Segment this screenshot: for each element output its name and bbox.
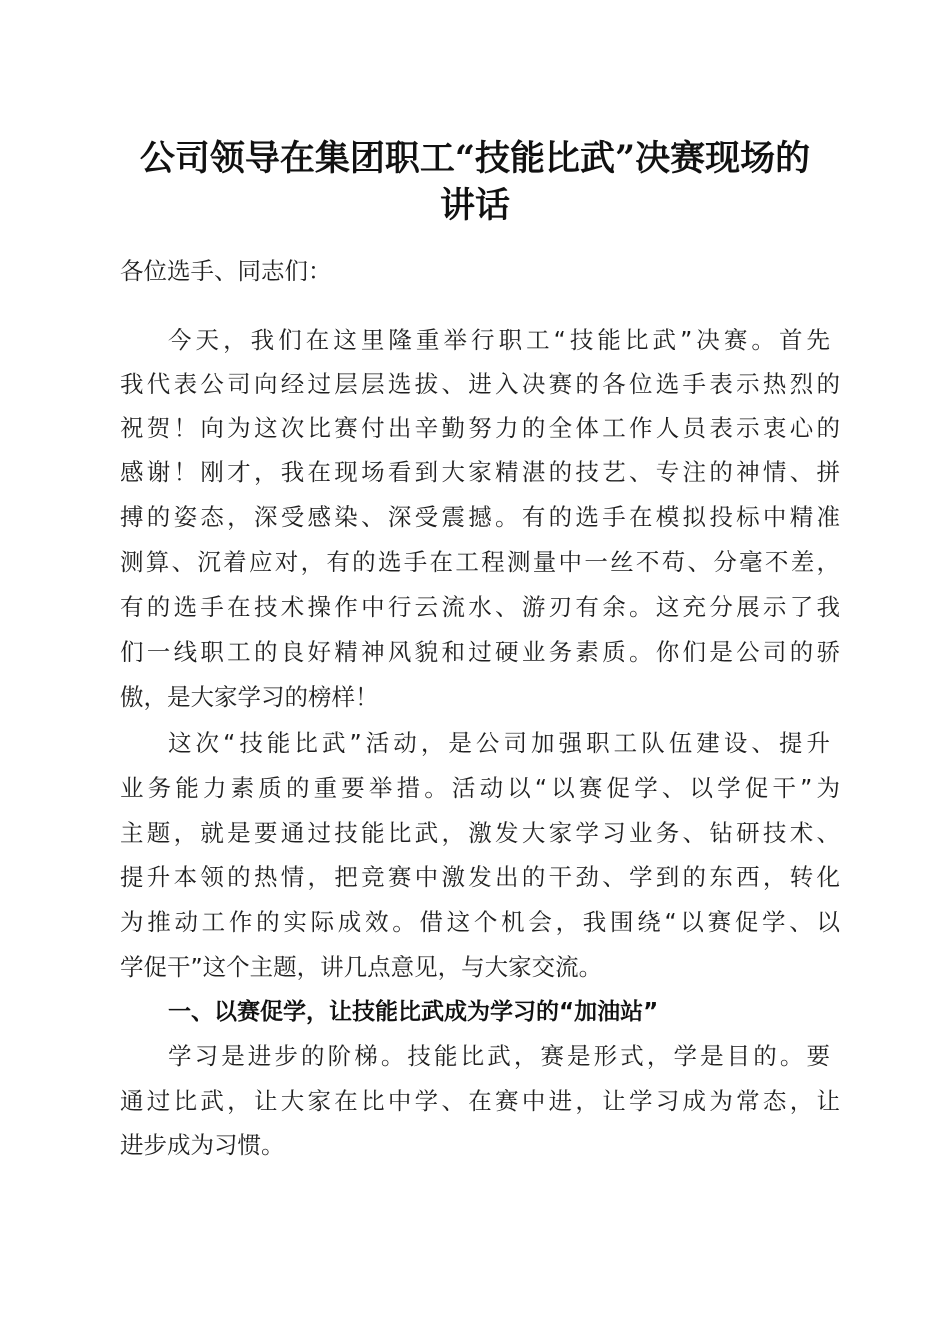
salutation: 各位选手、同志们： — [120, 257, 332, 285]
paragraph-3-line: 学习是进步的阶梯。技能比武，赛是形式，学是目的。要 — [168, 1042, 830, 1070]
paragraph-1-line: 我代表公司向经过层层选拔、进入决赛的各位选手表示热烈的 — [120, 370, 840, 398]
paragraph-2-line: 这次“技能比武”活动，是公司加强职工队伍建设、提升 — [168, 729, 830, 757]
section-heading-1: 一、以赛促学，让技能比武成为学习的“加油站” — [168, 999, 659, 1025]
document-title-line-2: 讲话 — [439, 185, 510, 226]
paragraph-1-line: 搏的姿态，深受感染、深受震撼。有的选手在模拟投标中精准 — [120, 503, 840, 531]
paragraph-2-line: 业务能力素质的重要举措。活动以“以赛促学、以学促干”为 — [120, 774, 840, 802]
paragraph-1-line: 祝贺！向为这次比赛付出辛勤努力的全体工作人员表示衷心的 — [120, 414, 840, 442]
paragraph-2-line: 学促干”这个主题，讲几点意见，与大家交流。 — [120, 953, 603, 981]
paragraph-2-line: 提升本领的热情，把竞赛中激发出的干劲、学到的东西，转化 — [120, 863, 840, 891]
document-title-line-1: 公司领导在集团职工“技能比武”决赛现场的 — [139, 138, 811, 179]
paragraph-1-line: 测算、沉着应对，有的选手在工程测量中一丝不苟、分毫不差， — [120, 548, 840, 576]
paragraph-2-line: 为推动工作的实际成效。借这个机会，我围绕“以赛促学、以 — [120, 908, 840, 936]
paragraph-1-line: 们一线职工的良好精神风貌和过硬业务素质。你们是公司的骄 — [120, 638, 840, 666]
paragraph-3-line: 通过比武，让大家在比中学、在赛中进，让学习成为常态，让 — [120, 1087, 840, 1115]
paragraph-1-line: 傲，是大家学习的榜样！ — [120, 683, 379, 711]
paragraph-2-line: 主题，就是要通过技能比武，激发大家学习业务、钻研技术、 — [120, 819, 840, 847]
paragraph-1-line: 今天，我们在这里隆重举行职工“技能比武”决赛。首先 — [168, 326, 830, 354]
paragraph-1-line: 有的选手在技术操作中行云流水、游刃有余。这充分展示了我 — [120, 593, 840, 621]
paragraph-1-line: 感谢！刚才，我在现场看到大家精湛的技艺、专注的神情、拼 — [120, 458, 840, 486]
paragraph-3-line: 进步成为习惯。 — [120, 1131, 285, 1159]
